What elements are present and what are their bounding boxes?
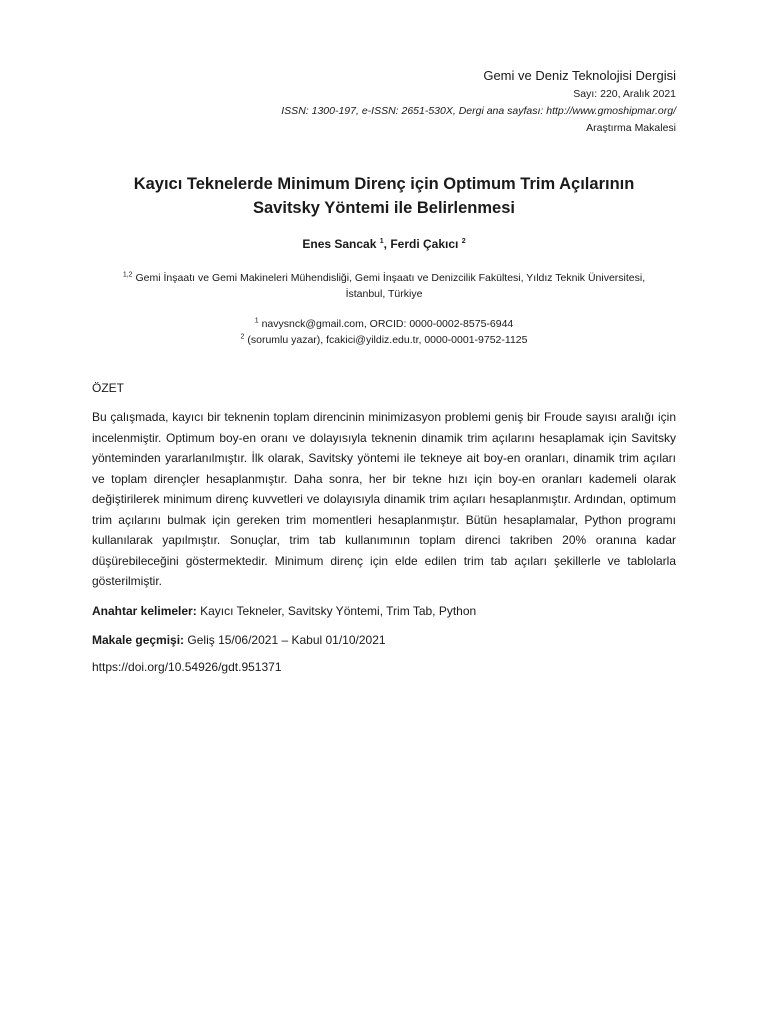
journal-name: Gemi ve Deniz Teknolojisi Dergisi [483, 68, 676, 83]
article-history [92, 631, 676, 649]
author-list [92, 235, 676, 253]
author-separator: , [383, 237, 387, 251]
paper-title-line-1: Kayıcı Teknelerde Minimum Direnç için Optimum Trim Açılarının [133, 175, 635, 193]
journal-issn: ISSN: 1300-197, e-ISSN: 2651-530X, Dergi ana sayfası: http://www.gmoshipmar.org/ [281, 105, 676, 117]
abstract-heading: ÖZET [92, 381, 124, 395]
journal-issue: Sayı: 220, Aralık 2021 [573, 88, 676, 100]
contact-2-text: (sorumlu yazar), fcakici@yildiz.edu.tr, 0000-0001-9752-1125 [247, 334, 528, 346]
doi [92, 658, 676, 676]
contact-1-text: navysnck@gmail.com, ORCID: 0000-0002-8575-6944 [261, 318, 514, 330]
history-label: Makale geçmişi: [92, 633, 185, 647]
keywords-value: Kayıcı Tekneler, Savitsky Yöntemi, Trim Tab, Python [200, 604, 477, 618]
affiliation-mark: 1,2 [122, 271, 133, 279]
history-value: Geliş 15/06/2021 – Kabul 01/10/2021 [187, 633, 386, 647]
article-type: Araştırma Makalesi [586, 122, 676, 134]
author-name-2: Ferdi Çakıcı [390, 237, 459, 251]
affiliation-line-2: İstanbul, Türkiye [345, 288, 423, 300]
keywords [92, 602, 676, 620]
affiliation-text-1: Gemi İnşaatı ve Gemi Makineleri Mühendisliği, Gemi İnşaatı ve Denizcilik Fakültesi, Yıldız Teknik Üniversitesi, [135, 272, 646, 284]
affiliation-line-1 [92, 270, 676, 286]
abstract-body: Bu çalışmada, kayıcı bir teknenin toplam direncinin minimizasyon problemi geniş bir Froude sayısı aralığı için incelenmiştir. Optimum boy-en oranı ve dolayısıyla teknenin dinamik trim açılarını hesaplamak için Savitsky yönteminden yararlanılmıştır. İlk olarak, Savitsky yöntemi ile tekneye ait boy-en oranları, dinamik trim açıları ve toplam dirençler hesaplanmıştır. Daha sonra, her bir tekne hızı için boy-en oranları kademeli olarak değiştirilerek minimum direnç kuvvetleri ve dolayısıyla dinamik trim açıları hesaplanmıştır. Ardından, optimum trim açılarını bulmak için gereken trim momentleri hesaplanmıştır. Bütün hesaplamalar, Python programı kullanılarak yapılmıştır. Sonuçlar, trim tab kullanımının toplam direnci takriben 20% oranına kadar düşürebileceğini göstermektedir. Minimum direnç için elde edilen trim tab açıları şekillerle ve tablolarla gösterilmiştir. [92, 410, 676, 588]
author-name-1: Enes Sancak [302, 237, 377, 251]
author-2-affiliation-mark: 2 [461, 238, 466, 245]
keywords-label: Anahtar kelimeler: [92, 604, 197, 618]
paper-title [92, 172, 676, 220]
affiliation [92, 270, 676, 302]
contact-line-2 [92, 332, 676, 348]
paper-title-line-2: Savitsky Yöntemi ile Belirlenmesi [253, 199, 515, 217]
journal-header [76, 66, 676, 137]
doi-link[interactable]: https://doi.org/10.54926/gdt.951371 [92, 660, 282, 674]
contact-info [92, 316, 676, 348]
contact-2-mark: 2 [240, 333, 245, 341]
contact-line-1 [92, 316, 676, 332]
contact-1-mark: 1 [254, 317, 259, 325]
author-1-affiliation-mark: 1 [379, 238, 384, 245]
